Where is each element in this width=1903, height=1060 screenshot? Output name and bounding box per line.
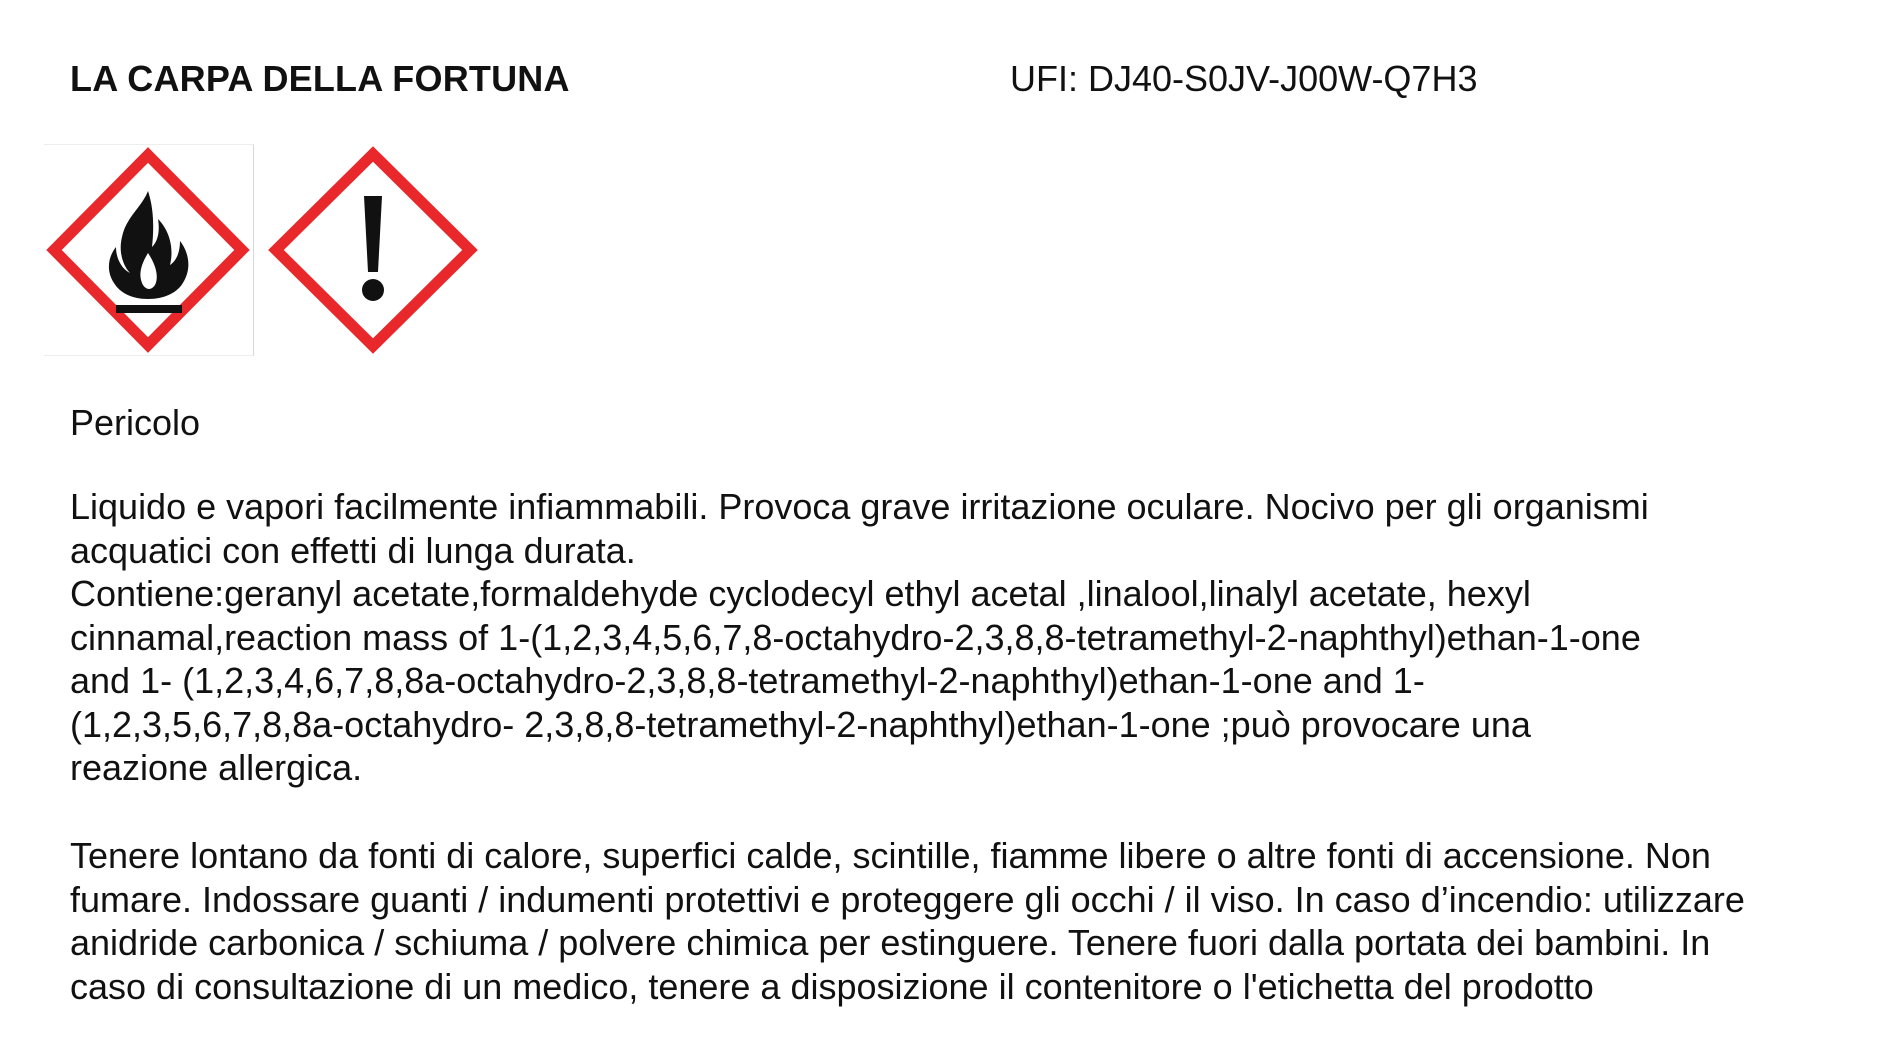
hazard-line: (1,2,3,5,6,7,8,8a-octahydro- 2,3,8,8-tetramethyl-2-naphthyl)ethan-1-one ;può provocare una — [70, 703, 1531, 745]
product-name: LA CARPA DELLA FORTUNA — [70, 58, 570, 99]
precaution-line: fumare. Indossare guanti / indumenti protettivi e proteggere gli occhi / il viso. In caso d’incendio: utilizzare — [70, 878, 1745, 920]
hazard-line: Liquido e vapori facilmente infiammabili. Provoca grave irritazione oculare. Nocivo per gli organismi — [70, 486, 1649, 527]
ufi-code: UFI: DJ40-S0JV-J00W-Q7H3 — [1010, 58, 1478, 99]
hazard-line: and 1- (1,2,3,4,6,7,8,8a-octahydro-2,3,8,8-tetramethyl-2-naphthyl)ethan-1-one and 1- — [70, 660, 1425, 701]
precautionary-statements — [70, 834, 1860, 1008]
hazard-line: acquatici con effetti di lunga durata. — [70, 529, 636, 571]
hazard-line: cinnamal,reaction mass of 1-(1,2,3,4,5,6,7,8-octahydro-2,3,8,8-tetramethyl-2-naphthyl)ethan-1-one — [70, 616, 1641, 658]
hazard-statements — [70, 485, 1860, 790]
hazard-pictograms — [44, 144, 484, 356]
precaution-line: anidride carbonica / schiuma / polvere chimica per estinguere. Tenere fuori dalla portata dei bambini. In — [70, 922, 1711, 963]
precaution-line: Tenere lontano da fonti di calore, superfici calde, scintille, fiamme libere o altre fonti di accensione. Non — [70, 835, 1711, 876]
signal-word: Pericolo — [70, 402, 201, 443]
precaution-line: caso di consultazione di un medico, tenere a disposizione il contenitore o l'etichetta del prodotto — [70, 965, 1594, 1007]
hazard-line: reazione allergica. — [70, 747, 363, 788]
exclamation-icon — [266, 144, 480, 356]
hazard-line: Contiene:geranyl acetate,formaldehyde cyclodecyl ethyl acetal ,linalool,linalyl acetate, hexyl — [70, 573, 1531, 614]
flame-icon — [44, 144, 254, 356]
